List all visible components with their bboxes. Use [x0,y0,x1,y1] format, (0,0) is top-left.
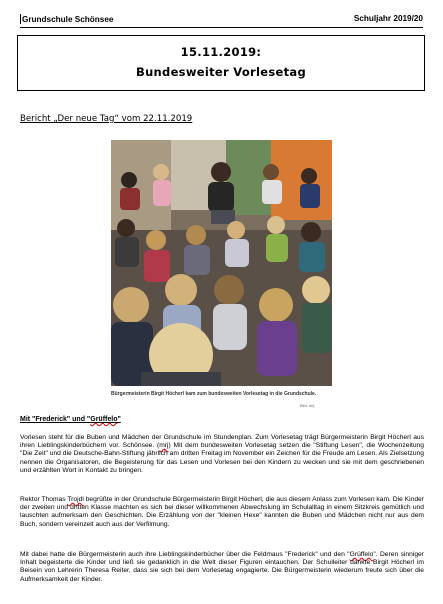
spellcheck-flag: Grüffelo [90,416,118,423]
title-event: Bundesweiter Vorlesetag [136,65,306,79]
header-rule [20,27,423,28]
spellcheck-flag: mrj [159,442,169,450]
photo-caption: Bürgermeisterin Birgit Höcherl kam zum bundesweiten Vorlesetag in die Grundschule. [111,391,317,397]
title-box [17,35,425,91]
spellcheck-flag: Grüffelo [349,551,374,558]
report-heading: Bericht „Der neue Tag“ vom 22.11.2019 [20,114,193,124]
paragraph-2: Rektor Thomas Trojdl begrüßte in der Grundschule Bürgermeisterin Birgit Höcherl, die aus diesem Anlass zum Vorlesen kam. Die Kinder der zweiten und dritten Klasse machten es sich bei dieser willkommenen Abwechslung im Schulalltag in einem Sitzkreis gemütlich und lauschten aufmerksam den Geschichten. Die Erzählung von der "kleinen Hexe" kannten die Buben und Mädchen nicht nur aus dem Buch, sondern vereinzelt auch aus der Verfilmung. [20,496,425,528]
reading-event-photo [111,140,332,386]
school-name: Grundschule Schönsee [22,15,114,24]
spellcheck-flag: Trojdl [67,496,84,503]
school-year: Schuljahr 2019/20 [353,14,423,23]
title-date: 15.11.2019: [180,45,262,59]
paragraph-1: Vorlesen steht für die Buben und Mädchen der Grundschule im Stundenplan. Zum Vorlesetag trägt Bürgermeisterin Birgit Höcherl aus ihren Lieblingskinderbüchern vor. Schönsee. (mrj) Mit dem bundesweiten Vorlesetag setzen die "Stiftung Lesen", die Wochenzeitung "Die Zeit" und die Deutsche-Bahn-Stiftung jährlich am dritten Freitag im November ein Zeichen für die Freude am Lesen. Als Zielsetzung nennen die Organisatoren, die Begeisterung für das Lesen und Vorlesen bei den Kindern zu wecken und sie mit dem geschriebenen und erzählten Wort in Kontakt zu bringen. [20,434,424,474]
page-header [20,14,423,28]
text-cursor [20,14,21,24]
photo-credit: Bild: mrj [300,403,315,408]
paragraph-3: Mit dabei hatte die Bürgermeisterin auch ihre Lieblingskinderbücher über die Feldmaus "Frederick" und den "Grüffelo". Deren sinniger Inhalt begeisterte die Kinder und ließ sie gedanklich in die Welt dieser Figuren eintauchen. Der Schulleiter dankte Birgit Höcherl im Beisein von Lehrerin Theresa Reiter, dass sie sich bei dem Vorlesetag engagierte. Die Bürgermeisterin wiederum freute sich über die Aufmerksamkeit der Kinder. [20,551,424,583]
article-subheading: Mit "Frederick" und "Grüffelo" [20,416,121,423]
